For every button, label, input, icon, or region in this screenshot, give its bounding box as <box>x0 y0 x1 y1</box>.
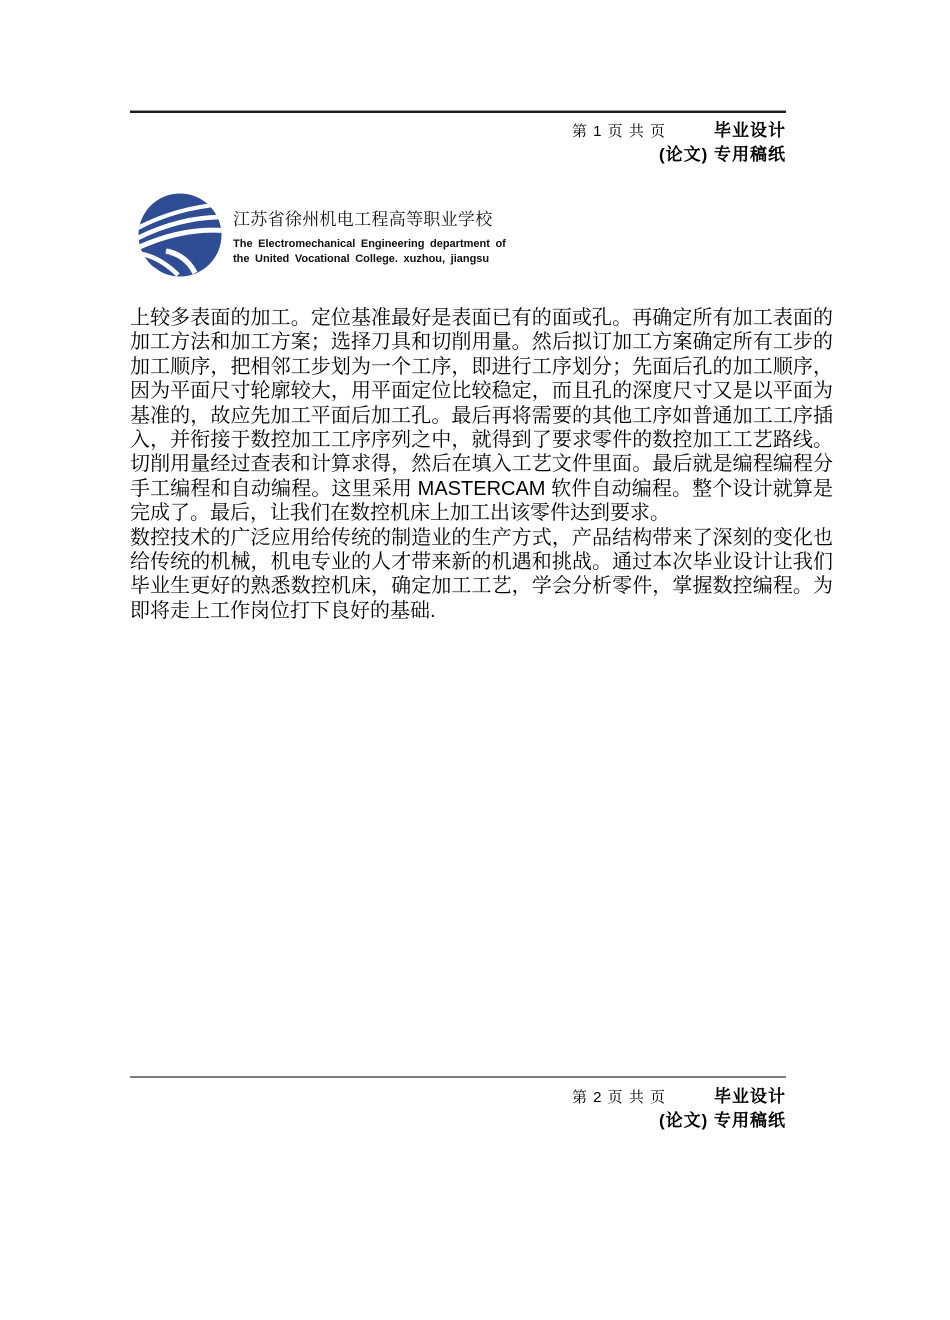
document-body <box>130 306 833 623</box>
school-logo <box>138 193 506 277</box>
body-paragraph-2: 数控技术的广泛应用给传统的制造业的生产方式，产品结构带来了深刻的变化也给传统的机械，机电专业的人才带来新的机遇和挑战。通过本次毕业设计让我们毕业生更好的熟悉数控机床，确定加工工艺，学会分析零件，掌握数控编程。为即将走上工作岗位打下良好的基础. <box>130 526 833 622</box>
footer-line-2 <box>130 1109 786 1133</box>
doc-type-sublabel: (论文) 专用稿纸 <box>658 145 786 164</box>
footer-divider-rule <box>130 1076 786 1078</box>
page-header <box>130 119 786 167</box>
page-number-info: 第 1 页 共 页 <box>571 123 666 140</box>
page-footer <box>130 1085 786 1133</box>
header-line-1 <box>130 119 786 143</box>
school-name-block <box>233 193 506 267</box>
school-name-en <box>233 237 506 267</box>
school-name-en-line2: the United Vocational College. xuzhou, jiangsu <box>233 253 490 265</box>
body-paragraph-1: 上较多表面的加工。定位基准最好是表面已有的面或孔。再确定所有加工表面的加工方法和加工方案；选择刀具和切削用量。然后拟订加工方案确定所有工步的加工顺序，把相邻工步划为一个工序，即进行工序划分；先面后孔的加工顺序，因为平面尺寸轮廓较大，用平面定位比较稳定，而且孔的深度尺寸又是以平面为基准的，故应先加工平面后加工孔。最后再将需要的其他工序如普通加工工序插入，并衔接于数控加工工序序列之中，就得到了要求零件的数控加工工艺路线。切削用量经过查表和计算求得，然后在填入工艺文件里面。最后就是编程编程分手工编程和自动编程。这里采用 MASTERCAM 软件自动编程。整个设计就算是完成了。最后，让我们在数控机床上加工出该零件达到要求。 <box>130 307 833 525</box>
footer-doc-type-sublabel: (论文) 专用稿纸 <box>658 1111 786 1130</box>
footer-doc-type-label: 毕业设计 <box>714 1087 786 1106</box>
school-name-en-line1: The Electromechanical Engineering department of <box>233 238 506 250</box>
globe-swoosh-icon <box>138 193 222 277</box>
footer-line-1 <box>130 1085 786 1109</box>
header-divider-rule <box>130 110 786 113</box>
footer-page-number-info: 第 2 页 共 页 <box>571 1089 666 1106</box>
doc-type-label: 毕业设计 <box>714 121 786 140</box>
header-line-2 <box>130 143 786 167</box>
school-name-zh: 江苏省徐州机电工程高等职业学校 <box>233 210 493 229</box>
